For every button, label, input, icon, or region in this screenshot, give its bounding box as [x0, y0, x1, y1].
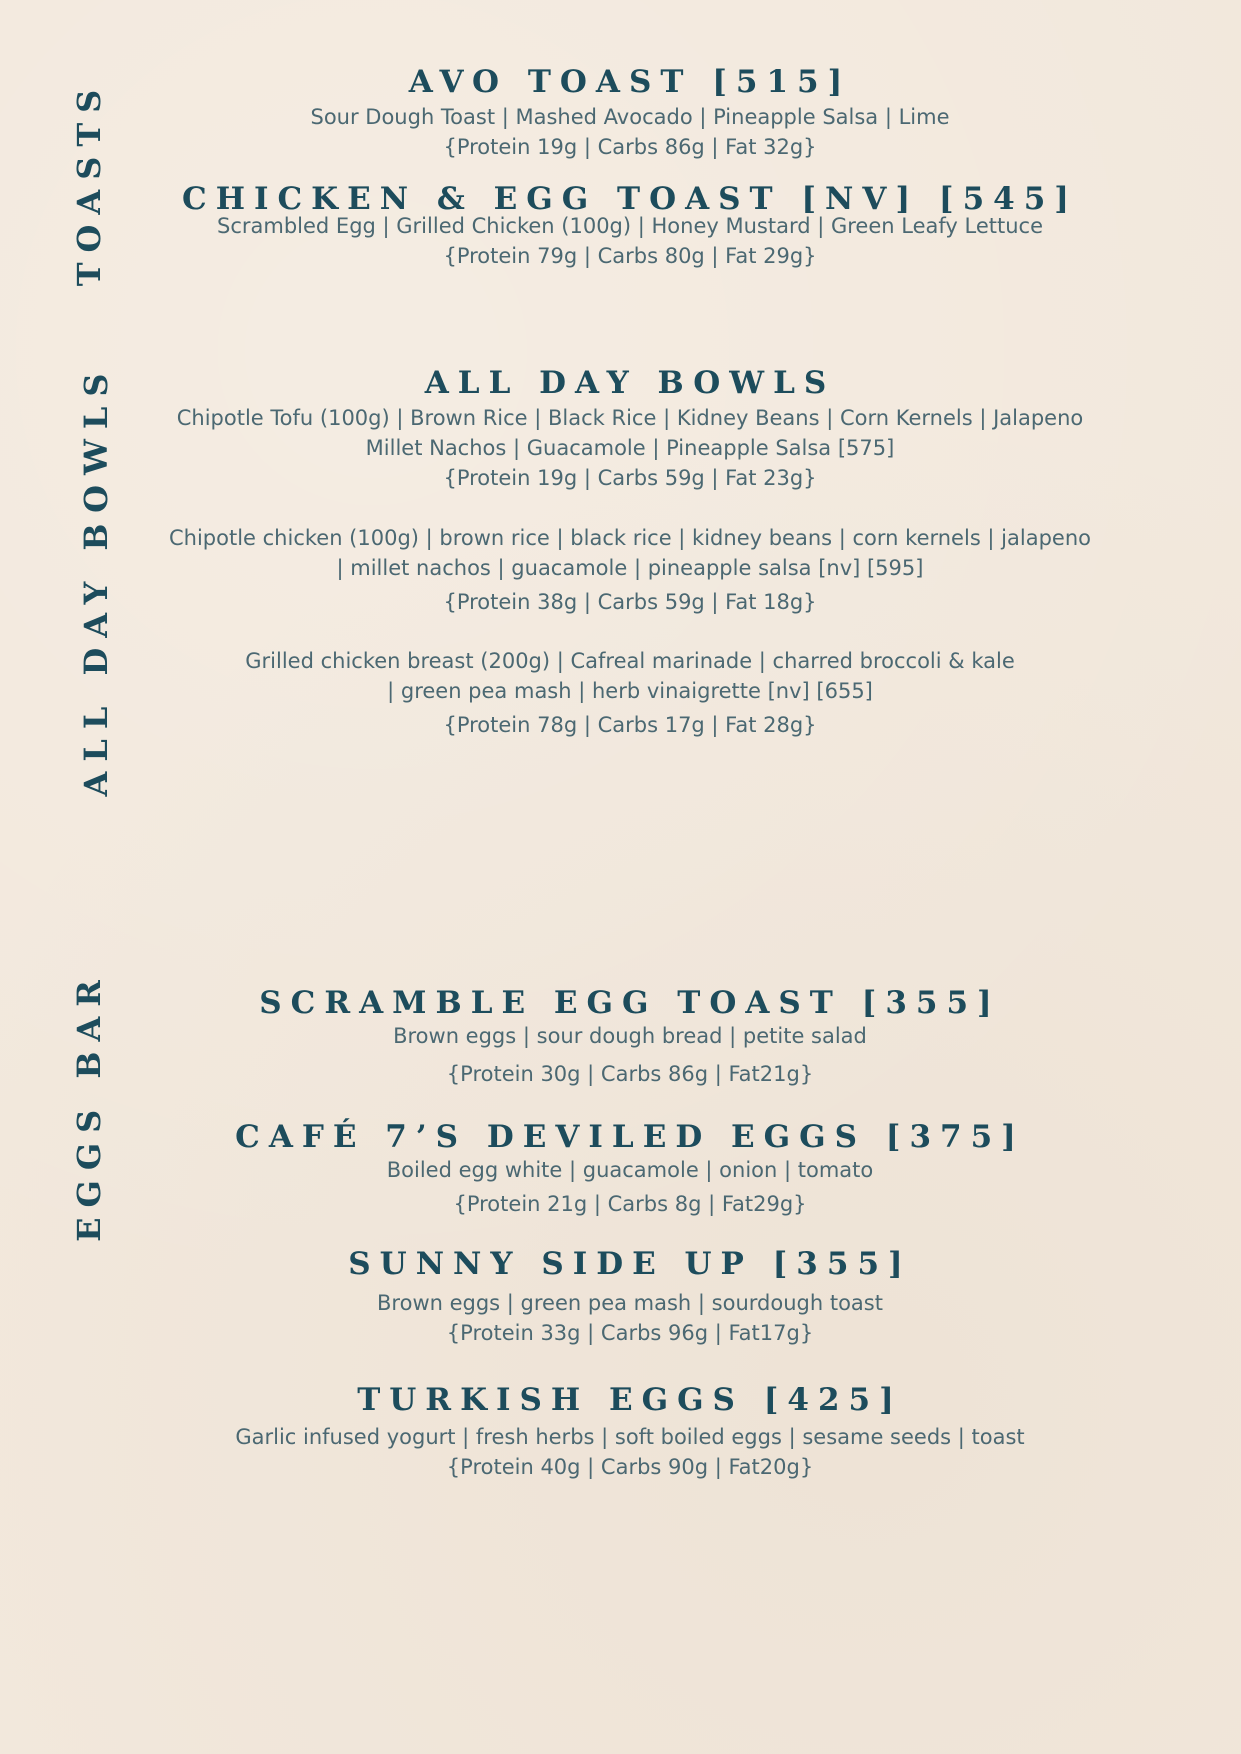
- item-description: Brown eggs | green pea mash | sourdough toast: [377, 1291, 883, 1315]
- item-description: Scrambled Egg | Grilled Chicken (100g) | Honey Mustard | Green Leafy Lettuce: [217, 214, 1043, 238]
- item-nutrition: {Protein 21g | Carbs 8g | Fat29g}: [453, 1192, 807, 1216]
- item-title: SUNNY SIDE UP [355]: [348, 1246, 912, 1282]
- item-nutrition: {Protein 79g | Carbs 80g | Fat 29g}: [443, 244, 817, 268]
- item-title: TURKISH EGGS [425]: [357, 1382, 903, 1418]
- menu-item-deviled-eggs: [150, 1119, 1110, 1219]
- bowls-title: ALL DAY BOWLS: [424, 365, 836, 401]
- item-nutrition: {Protein 40g | Carbs 90g | Fat20g}: [446, 1455, 814, 1479]
- item-description: Brown eggs | sour dough bread | petite salad: [393, 1024, 867, 1048]
- bowl-tofu-description-2: Millet Nachos | Guacamole | Pineapple Salsa [575]: [365, 436, 895, 460]
- menu-item-chicken-egg-toast: [150, 181, 1110, 271]
- menu-item-avo-toast: [150, 64, 1110, 162]
- menu-item-grilled-chicken-bowl: [150, 646, 1110, 740]
- section-label-all-day-bowls: ALL DAY BOWLS: [77, 363, 115, 797]
- item-nutrition: {Protein 38g | Carbs 59g | Fat 18g}: [443, 590, 817, 614]
- item-description: Boiled egg white | guacamole | onion | tomato: [386, 1158, 874, 1182]
- item-nutrition: {Protein 33g | Carbs 96g | Fat17g}: [446, 1321, 814, 1345]
- item-title: CHICKEN & EGG TOAST [NV] [545]: [182, 181, 1078, 217]
- bowls-heading-block: [150, 365, 1110, 493]
- item-description-2: | green pea mash | herb vinaigrette [nv] [655]: [387, 679, 873, 703]
- menu-item-chipotle-chicken-bowl: [150, 523, 1110, 617]
- item-description-2: | millet nachos | guacamole | pineapple salsa [nv] [595]: [336, 556, 924, 580]
- bowl-tofu-nutrition: {Protein 19g | Carbs 59g | Fat 23g}: [443, 466, 817, 490]
- item-description: Garlic infused yogurt | fresh herbs | soft boiled eggs | sesame seeds | toast: [235, 1425, 1025, 1449]
- menu-item-sunny-side-up: [150, 1246, 1110, 1348]
- item-nutrition: {Protein 30g | Carbs 86g | Fat21g}: [446, 1062, 814, 1086]
- bowl-tofu-description-1: Chipotle Tofu (100g) | Brown Rice | Black Rice | Kidney Beans | Corn Kernels | Jalapeno: [176, 406, 1084, 430]
- menu-item-turkish-eggs: [150, 1382, 1110, 1482]
- item-title: CAFÉ 7’S DEVILED EGGS [375]: [235, 1119, 1025, 1155]
- item-nutrition: {Protein 19g | Carbs 86g | Fat 32g}: [443, 135, 817, 159]
- item-description: Sour Dough Toast | Mashed Avocado | Pineapple Salsa | Lime: [310, 105, 950, 129]
- item-description-1: Grilled chicken breast (200g) | Cafreal marinade | charred broccoli & kale: [245, 649, 1015, 673]
- item-title: AVO TOAST [515]: [408, 64, 852, 100]
- section-label-eggs-bar: EGGS BAR: [70, 970, 108, 1242]
- item-description-1: Chipotle chicken (100g) | brown rice | black rice | kidney beans | corn kernels | jalapeno: [168, 526, 1091, 550]
- menu-item-scramble-egg-toast: [150, 985, 1110, 1089]
- section-label-toasts: TOASTS: [70, 79, 108, 287]
- item-nutrition: {Protein 78g | Carbs 17g | Fat 28g}: [443, 713, 817, 737]
- item-title: SCRAMBLE EGG TOAST [355]: [259, 985, 1001, 1021]
